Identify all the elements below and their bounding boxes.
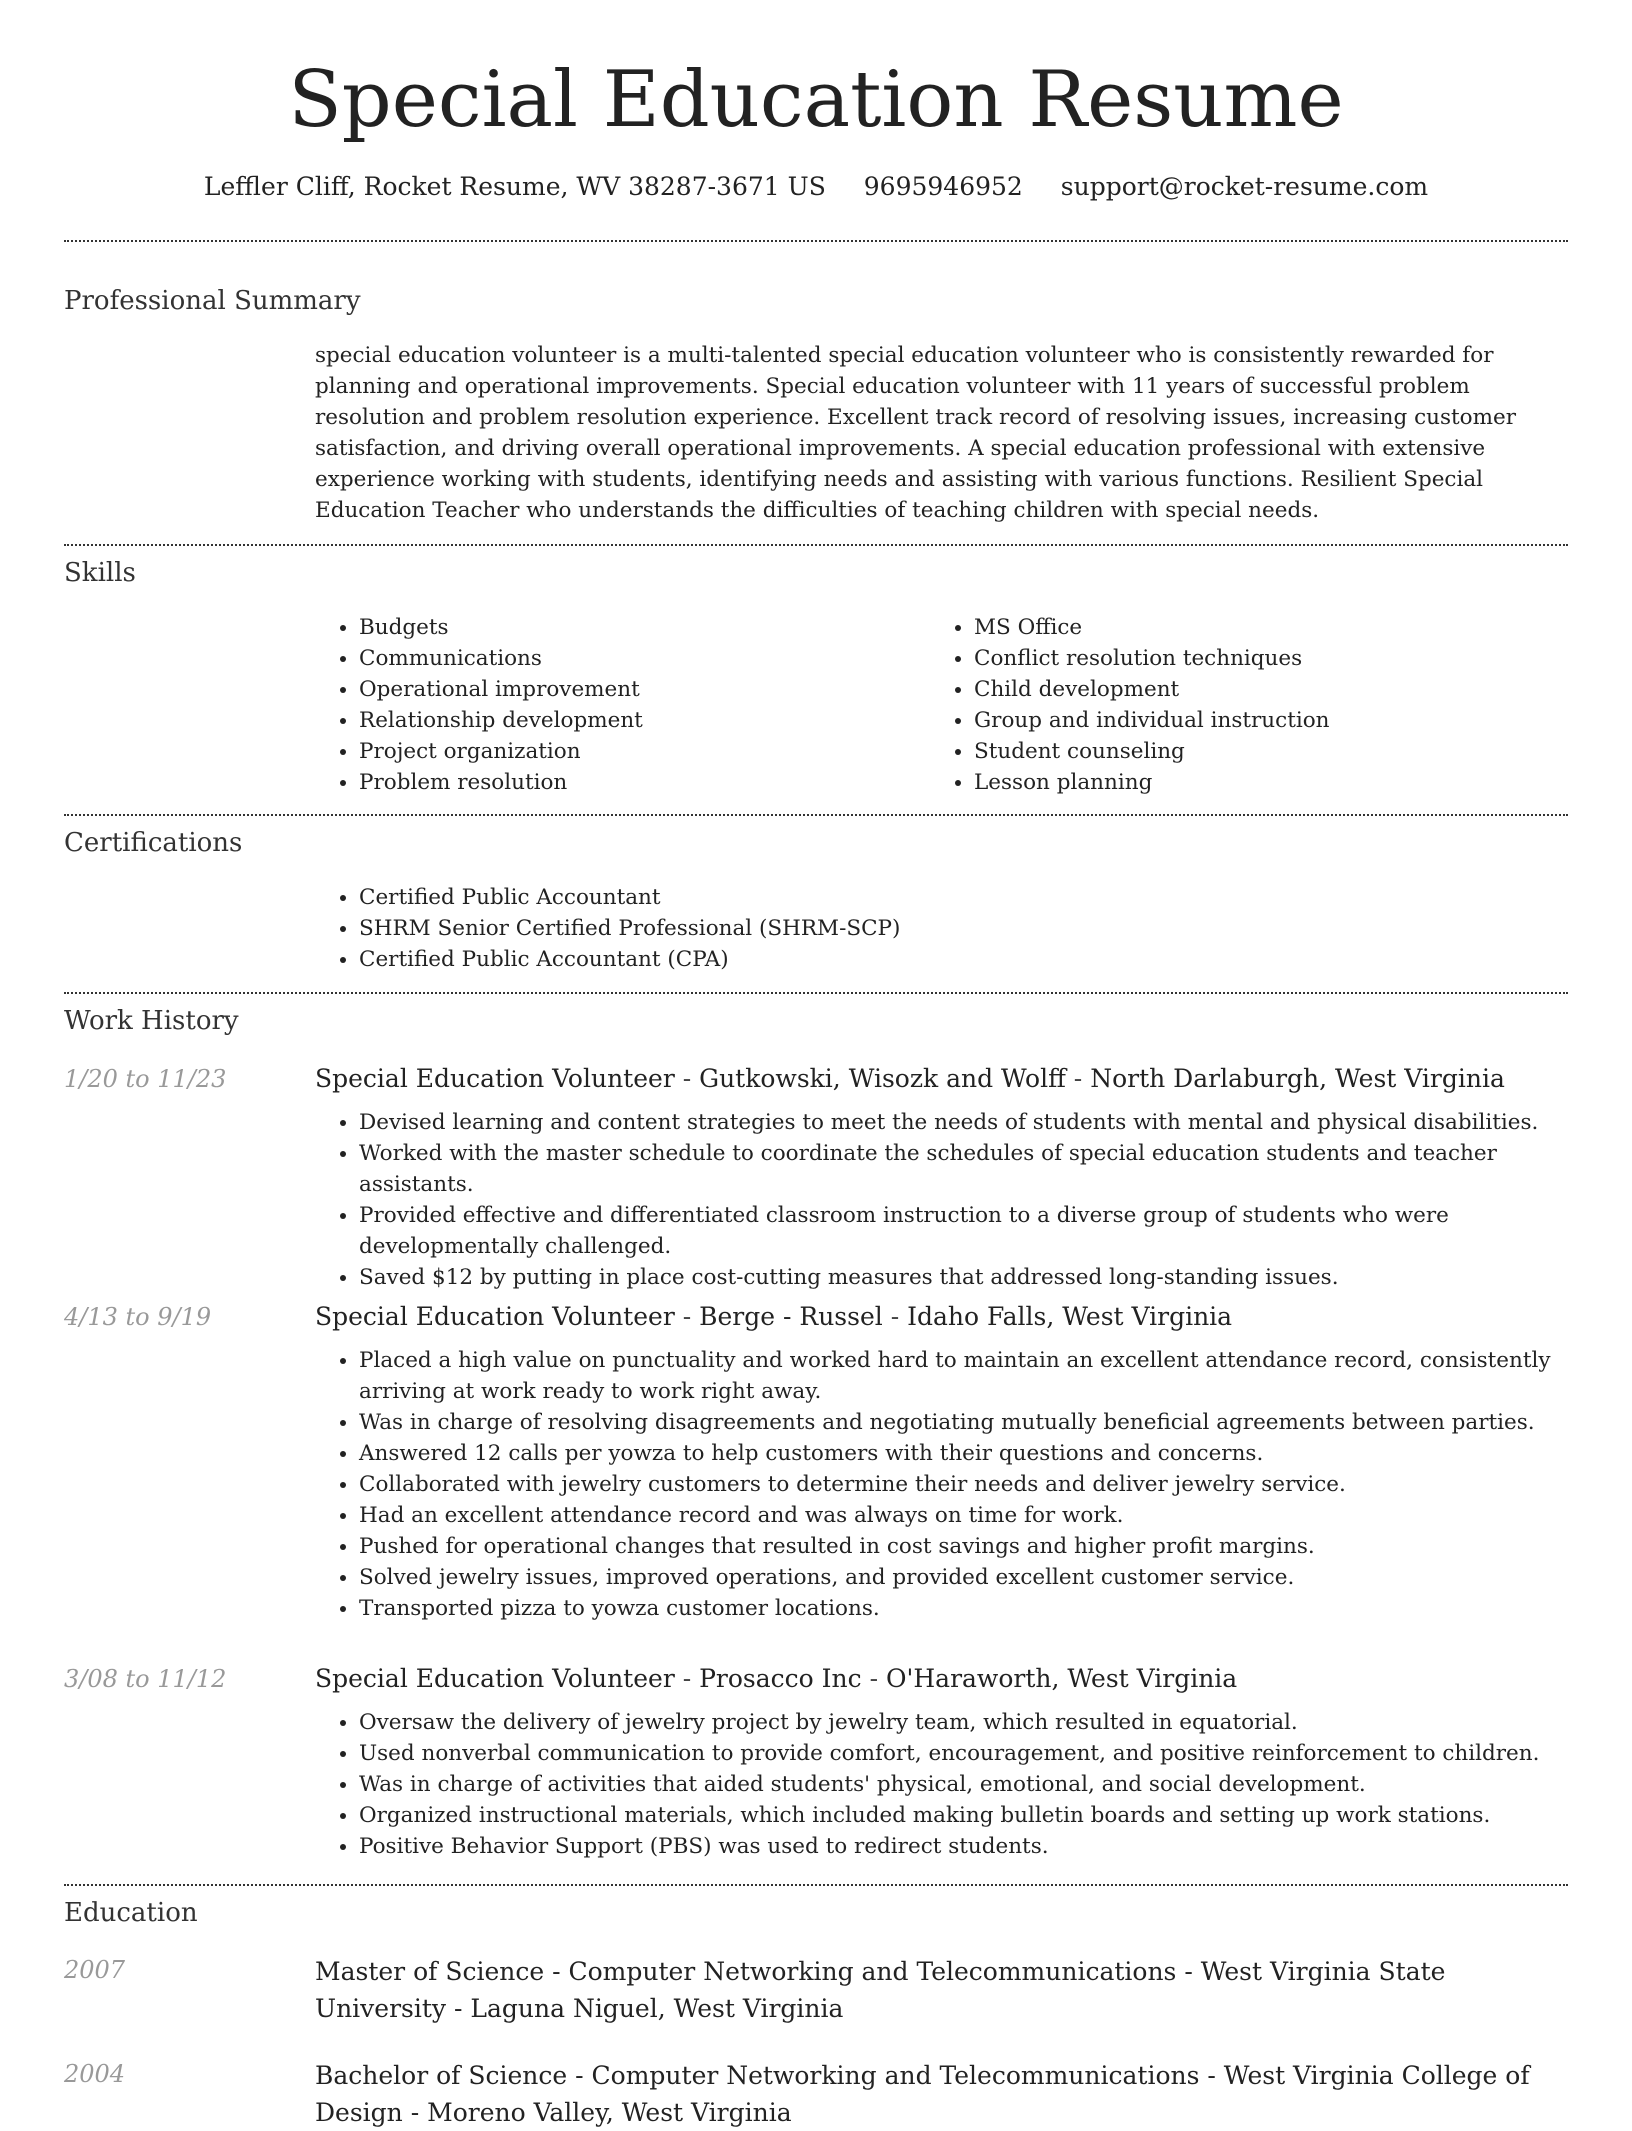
separator: - <box>674 1064 700 1093</box>
skill-item: • Child development <box>974 674 1530 705</box>
divider <box>64 814 1568 816</box>
skill-item: • Problem resolution <box>359 767 915 798</box>
summary-heading: Professional Summary <box>64 286 361 316</box>
separator: - <box>674 1302 700 1331</box>
skill-item: • Group and individual instruction <box>974 705 1530 736</box>
skill-item: • MS Office <box>974 612 1530 643</box>
skills-left-column <box>315 612 915 798</box>
job-dates: 3/08 to 11/12 <box>64 1665 227 1693</box>
separator: - <box>1065 1064 1091 1093</box>
contact-line <box>0 170 1632 204</box>
job-bullet: • Pushed for operational changes that resulted in cost savings and higher profit margins. <box>359 1531 1565 1562</box>
degree: Bachelor of Science - Computer Networking and Telecommunications <box>315 2061 1200 2090</box>
work-history-heading: Work History <box>64 1006 239 1036</box>
job-title <box>315 1062 1565 1096</box>
education-entry <box>315 1953 1565 2027</box>
job-dates: 1/20 to 11/23 <box>64 1065 227 1093</box>
job-entry <box>315 1662 1565 1862</box>
certification-item: • SHRM Senior Certified Professional (SHRM-SCP) <box>359 913 1565 944</box>
separator: - <box>1199 2061 1224 2090</box>
divider <box>64 240 1568 242</box>
education-location: Moreno Valley, West Virginia <box>427 2098 792 2127</box>
skills-right-column <box>930 612 1530 798</box>
job-role: Special Education Volunteer <box>315 1302 675 1331</box>
separator: - <box>1176 1957 1201 1986</box>
divider <box>64 1884 1568 1886</box>
education-year: 2004 <box>64 2060 126 2088</box>
education-entry <box>315 2057 1565 2131</box>
job-bullet: • Worked with the master schedule to coordinate the schedules of special education students and teacher assistants. <box>359 1138 1565 1200</box>
skill-item: • Operational improvement <box>359 674 915 705</box>
job-bullet: • Used nonverbal communication to provide comfort, encouragement, and positive reinforcement to children. <box>359 1738 1565 1769</box>
page-title: Special Education Resume <box>288 55 1344 145</box>
job-entry <box>315 1300 1565 1624</box>
job-bullet: • Collaborated with jewelry customers to determine their needs and deliver jewelry service. <box>359 1469 1565 1500</box>
education-year: 2007 <box>64 1956 126 1984</box>
certifications-list <box>315 882 1565 975</box>
skill-item: • Lesson planning <box>974 767 1530 798</box>
job-location: North Darlaburgh, West Virginia <box>1090 1064 1505 1093</box>
job-bullet: • Was in charge of resolving disagreements and negotiating mutually beneficial agreements between parties. <box>359 1407 1565 1438</box>
separator: - <box>402 2098 428 2127</box>
job-role: Special Education Volunteer <box>315 1664 675 1693</box>
job-bullet: • Saved $12 by putting in place cost-cutting measures that addressed long-standing issues. <box>359 1262 1565 1293</box>
school: West Virginia College of Design <box>315 2061 1530 2127</box>
job-location: O'Haraworth, West Virginia <box>886 1664 1238 1693</box>
skill-item: • Student counseling <box>974 736 1530 767</box>
separator: - <box>674 1664 700 1693</box>
job-bullet: • Answered 12 calls per yowza to help customers with their questions and concerns. <box>359 1438 1565 1469</box>
job-bullet: • Placed a high value on punctuality and worked hard to maintain an excellent attendance record, consistently arriving at work ready to work right away. <box>359 1345 1565 1407</box>
skills-heading: Skills <box>64 558 136 588</box>
degree: Master of Science - Computer Networking and Telecommunications <box>315 1957 1177 1986</box>
divider <box>64 544 1568 546</box>
skill-item: • Relationship development <box>359 705 915 736</box>
school: West Virginia State University <box>315 1957 1446 2023</box>
certification-item: • Certified Public Accountant (CPA) <box>359 944 1565 975</box>
job-company: Berge - Russel <box>699 1302 883 1331</box>
address: Leffler Cliff, Rocket Resume, WV 38287-3671 US <box>203 172 826 201</box>
email: support@rocket-resume.com <box>1060 172 1429 201</box>
divider <box>64 992 1568 994</box>
job-bullet: • Had an excellent attendance record and was always on time for work. <box>359 1500 1565 1531</box>
job-bullet: • Positive Behavior Support (PBS) was used to redirect students. <box>359 1831 1565 1862</box>
job-entry <box>315 1062 1565 1293</box>
job-company: Gutkowski, Wisozk and Wolff <box>699 1064 1066 1093</box>
job-role: Special Education Volunteer <box>315 1064 675 1093</box>
job-bullet: • Was in charge of activities that aided students' physical, emotional, and social development. <box>359 1769 1565 1800</box>
education-location: Laguna Niguel, West Virginia <box>470 1994 844 2023</box>
skill-item: • Conflict resolution techniques <box>974 643 1530 674</box>
summary-text: special education volunteer is a multi-talented special education volunteer who is consistently rewarded for planning and operational improvements. Special education volunteer with 11 years of successful problem resolution and problem resolution experience. Excellent track record of resolving issues, increasing customer satisfaction, and driving overall operational improvements. A special education professional with extensive experience working with students, identifying needs and assisting with various functions. Resilient Special Education Teacher who understands the difficulties of teaching children with special needs. <box>315 343 1516 523</box>
job-title <box>315 1300 1565 1334</box>
skill-item: • Project organization <box>359 736 915 767</box>
certifications-heading: Certifications <box>64 828 243 858</box>
job-dates: 4/13 to 9/19 <box>64 1303 212 1331</box>
skill-item: • Budgets <box>359 612 915 643</box>
job-bullet: • Oversaw the delivery of jewelry project by jewelry team, which resulted in equatorial. <box>359 1707 1565 1738</box>
job-bullet: • Transported pizza to yowza customer locations. <box>359 1593 1565 1624</box>
job-bullet: • Organized instructional materials, which included making bulletin boards and setting up work stations. <box>359 1800 1565 1831</box>
job-bullet: • Solved jewelry issues, improved operations, and provided excellent customer service. <box>359 1562 1565 1593</box>
education-title <box>315 2057 1565 2131</box>
job-bullet: • Devised learning and content strategies to meet the needs of students with mental and physical disabilities. <box>359 1107 1565 1138</box>
education-title <box>315 1953 1565 2027</box>
job-bullet: • Provided effective and differentiated classroom instruction to a diverse group of students who were developmentally challenged. <box>359 1200 1565 1262</box>
job-company: Prosacco Inc <box>699 1664 862 1693</box>
separator: - <box>446 1994 471 2023</box>
job-title <box>315 1662 1565 1696</box>
job-location: Idaho Falls, West Virginia <box>907 1302 1233 1331</box>
education-heading: Education <box>64 1898 198 1928</box>
separator: - <box>861 1664 886 1693</box>
certification-item: • Certified Public Accountant <box>359 882 1565 913</box>
separator: - <box>882 1302 908 1331</box>
phone: 9695946952 <box>863 172 1023 201</box>
skill-item: • Communications <box>359 643 915 674</box>
